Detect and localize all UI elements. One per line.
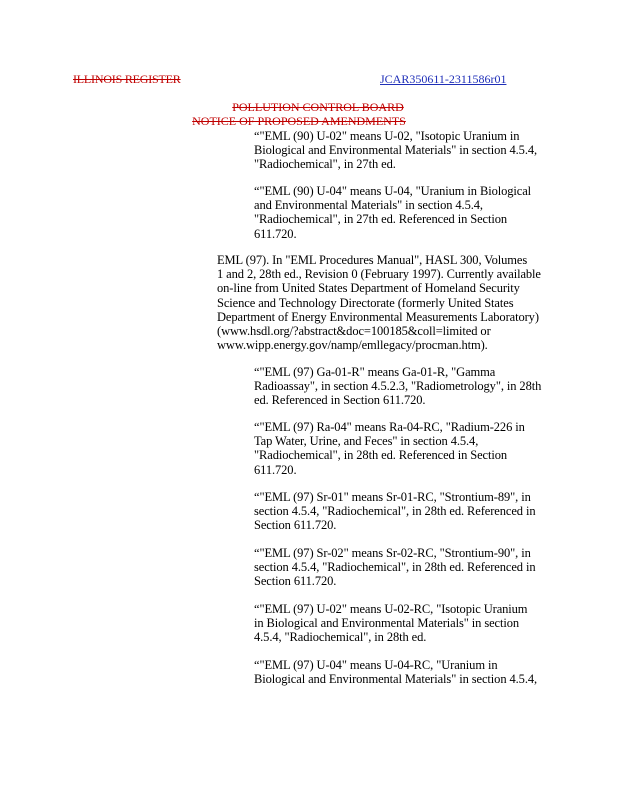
- definition-paragraph: [254, 658, 554, 686]
- text-line: Department of Energy Environmental Measurements Laboratory): [217, 309, 539, 324]
- text-line: and Environmental Materials" in section 4.5.4,: [254, 198, 483, 213]
- text-line: (www.hsdl.org/?abstract&doc=100185&coll=limited or: [217, 324, 491, 339]
- text-line: Biological and Environmental Materials" in section 4.5.4,: [254, 143, 538, 158]
- text-line: “"EML (97) Ga-01-R" means Ga-01-R, "Gamma: [254, 365, 496, 379]
- text-line: section 4.5.4, "Radiochemical", in 28th ed. Referenced in: [254, 560, 536, 575]
- text-line: EML (97). In "EML Procedures Manual", HASL 300, Volumes: [217, 253, 528, 267]
- text-line: Biological and Environmental Materials" in section 4.5.4,: [254, 672, 538, 687]
- definition-paragraph: [254, 546, 554, 589]
- text-line: 611.720.: [254, 226, 297, 241]
- text-line: on-line from United States Department of Homeland Security: [217, 281, 520, 296]
- register-title: ILLINOIS REGISTER: [73, 72, 181, 86]
- text-line: ed. Referenced in Section 611.720.: [254, 393, 426, 408]
- text-line: “"EML (90) U-04" means U-04, "Uranium in Biological: [254, 184, 532, 198]
- text-line: “"EML (97) Sr-02" means Sr-02-RC, "Strontium-90", in: [254, 546, 531, 560]
- definition-paragraph: [254, 365, 554, 408]
- definition-paragraph: [254, 129, 554, 172]
- definition-paragraph: [254, 490, 554, 533]
- document-id: JCAR350611-2311586r01: [380, 72, 507, 86]
- text-line: “"EML (97) U-02" means U-02-RC, "Isotopic Uranium: [254, 602, 528, 616]
- text-line: "Radiochemical", in 27th ed. Referenced in Section: [254, 212, 508, 227]
- text-line: Radioassay", in section 4.5.2.3, "Radiometrology", in 28th: [254, 379, 542, 394]
- text-line: 1 and 2, 28th ed., Revision 0 (February 1997). Currently available: [217, 267, 541, 282]
- definition-paragraph: [254, 184, 554, 241]
- notice-title: NOTICE OF PROPOSED AMENDMENTS: [192, 114, 406, 128]
- reference-paragraph: [217, 253, 553, 352]
- text-line: section 4.5.4, "Radiochemical", in 28th ed. Referenced in: [254, 504, 536, 519]
- text-line: "Radiochemical", in 27th ed.: [254, 157, 396, 172]
- text-line: Section 611.720.: [254, 518, 337, 533]
- text-line: Section 611.720.: [254, 574, 337, 589]
- text-line: “"EML (97) Sr-01" means Sr-01-RC, "Strontium-89", in: [254, 490, 531, 504]
- text-line: “"EML (97) U-04" means U-04-RC, "Uranium in: [254, 658, 498, 672]
- agency-heading: [0, 100, 618, 128]
- text-line: “"EML (90) U-02" means U-02, "Isotopic Uranium in: [254, 129, 520, 143]
- definition-paragraph: [254, 420, 554, 477]
- definition-paragraph: [254, 602, 554, 645]
- text-line: in Biological and Environmental Materials" in section: [254, 616, 520, 631]
- text-line: 4.5.4, "Radiochemical", in 28th ed.: [254, 630, 427, 645]
- text-line: Science and Technology Directorate (formerly United States: [217, 295, 514, 310]
- text-line: www.wipp.energy.gov/namp/emllegacy/procman.htm).: [217, 338, 488, 353]
- agency-name: POLLUTION CONTROL BOARD: [232, 100, 404, 114]
- text-line: Tap Water, Urine, and Feces" in section 4.5.4,: [254, 434, 479, 449]
- text-line: "Radiochemical", in 28th ed. Referenced in Section: [254, 448, 508, 463]
- text-line: 611.720.: [254, 462, 297, 477]
- text-line: “"EML (97) Ra-04" means Ra-04-RC, "Radium-226 in: [254, 420, 525, 434]
